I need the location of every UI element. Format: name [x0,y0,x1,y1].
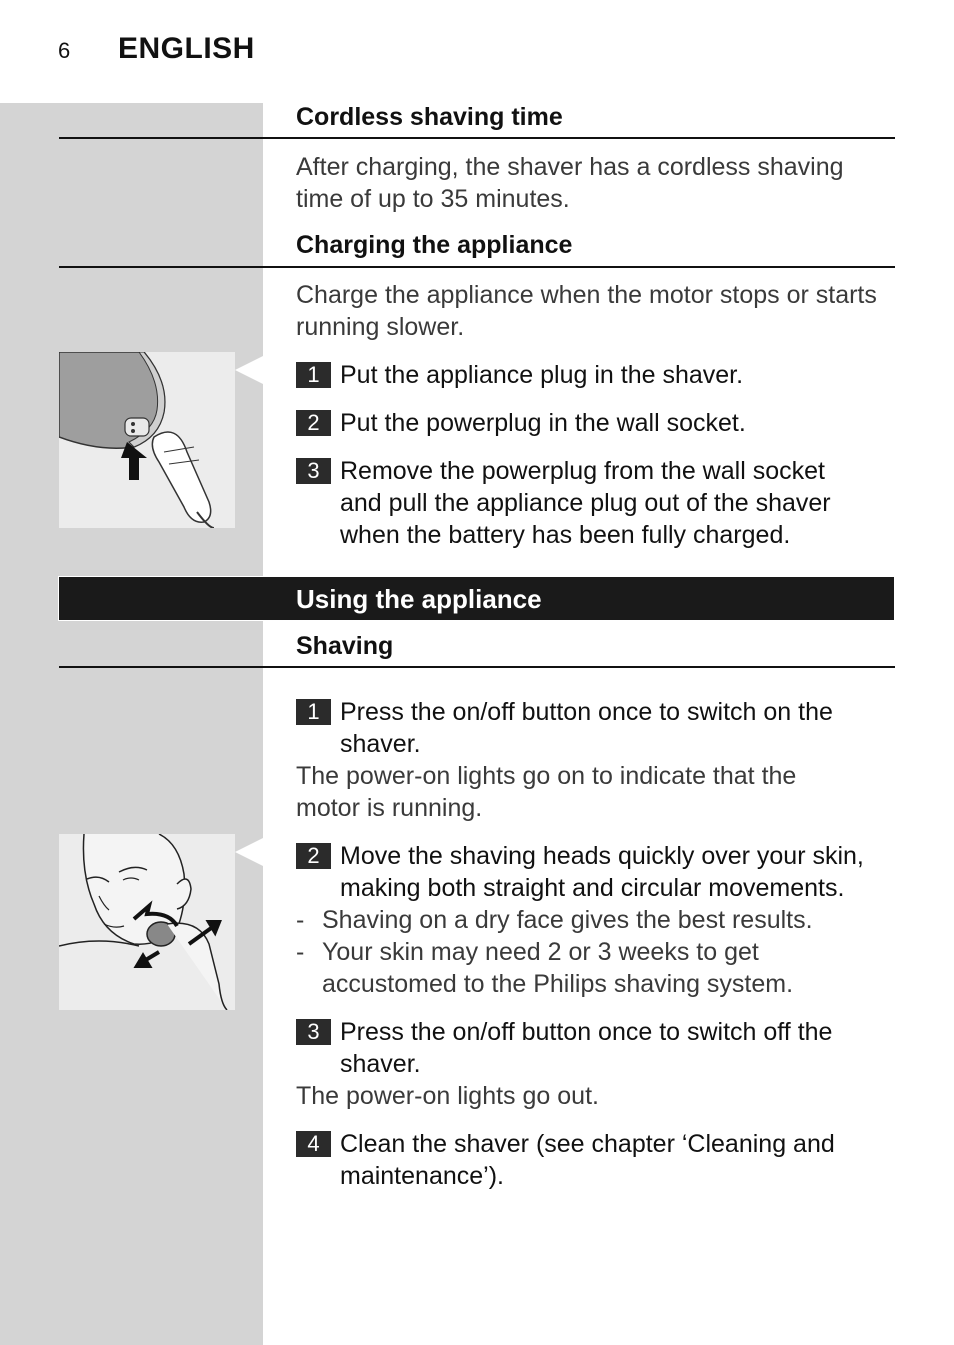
bullet-dash: - [296,938,305,966]
section-rule [59,266,895,268]
step-number: 3 [296,1019,331,1045]
section-rule [59,137,895,139]
shaver-plug-illustration [59,352,235,528]
step-number: 1 [296,362,331,388]
shaving-tip [296,936,896,1000]
shaving-step-1 [296,696,896,760]
illustration-pointer [235,356,263,384]
charging-step-1 [296,359,896,391]
charging-description: Charge the appliance when the motor stops or starts running slower. [296,281,877,341]
step-number: 3 [296,458,331,484]
cordless-description: After charging, the shaver has a cordless shaving time of up to 35 minutes. [296,153,844,213]
face-shaving-illustration [59,834,235,1010]
section-banner-using [59,577,894,620]
charging-step-2 [296,407,896,439]
charging-step-3 [296,455,896,551]
left-margin-column [0,103,263,1345]
bullet-text: Your skin may need 2 or 3 weeks to get accustomed to the Philips shaving system. [322,938,794,998]
step-number: 2 [296,843,331,869]
step-number: 1 [296,699,331,725]
shaving-note-3: The power-on lights go out. [296,1082,599,1110]
page-language-title: ENGLISH [118,32,255,65]
section-heading-shaving: Shaving [296,632,394,660]
step-text: Put the appliance plug in the shaver. [340,361,744,389]
step-number: 2 [296,410,331,436]
shaving-note-1: The power-on lights go on to indicate that the motor is running. [296,762,797,822]
section-rule [59,666,895,668]
shaving-tip [296,904,896,936]
step-text: Press the on/off button once to switch off the shaver. [340,1018,833,1078]
shaving-step-3 [296,1016,896,1080]
shaving-step-2 [296,840,896,904]
shaver-plug-drawing [59,352,235,528]
step-text: Remove the powerplug from the wall socket and pull the appliance plug out of the shaver when the battery has been fully charged. [340,457,831,549]
step-text: Move the shaving heads quickly over your skin, making both straight and circular movements. [340,842,864,902]
shaving-step-4 [296,1128,896,1192]
step-text: Press the on/off button once to switch on the shaver. [340,698,833,758]
section-heading-cordless: Cordless shaving time [296,103,563,131]
step-number: 4 [296,1131,331,1157]
bullet-dash: - [296,906,305,934]
face-shaving-drawing [59,834,235,1010]
illustration-pointer [235,838,263,866]
step-text: Clean the shaver (see chapter ‘Cleaning and maintenance’). [340,1130,835,1190]
step-text: Put the powerplug in the wall socket. [340,409,746,437]
page-number: 6 [58,38,71,63]
banner-title: Using the appliance [296,584,542,614]
section-heading-charging: Charging the appliance [296,231,573,259]
bullet-text: Shaving on a dry face gives the best results. [322,906,813,934]
